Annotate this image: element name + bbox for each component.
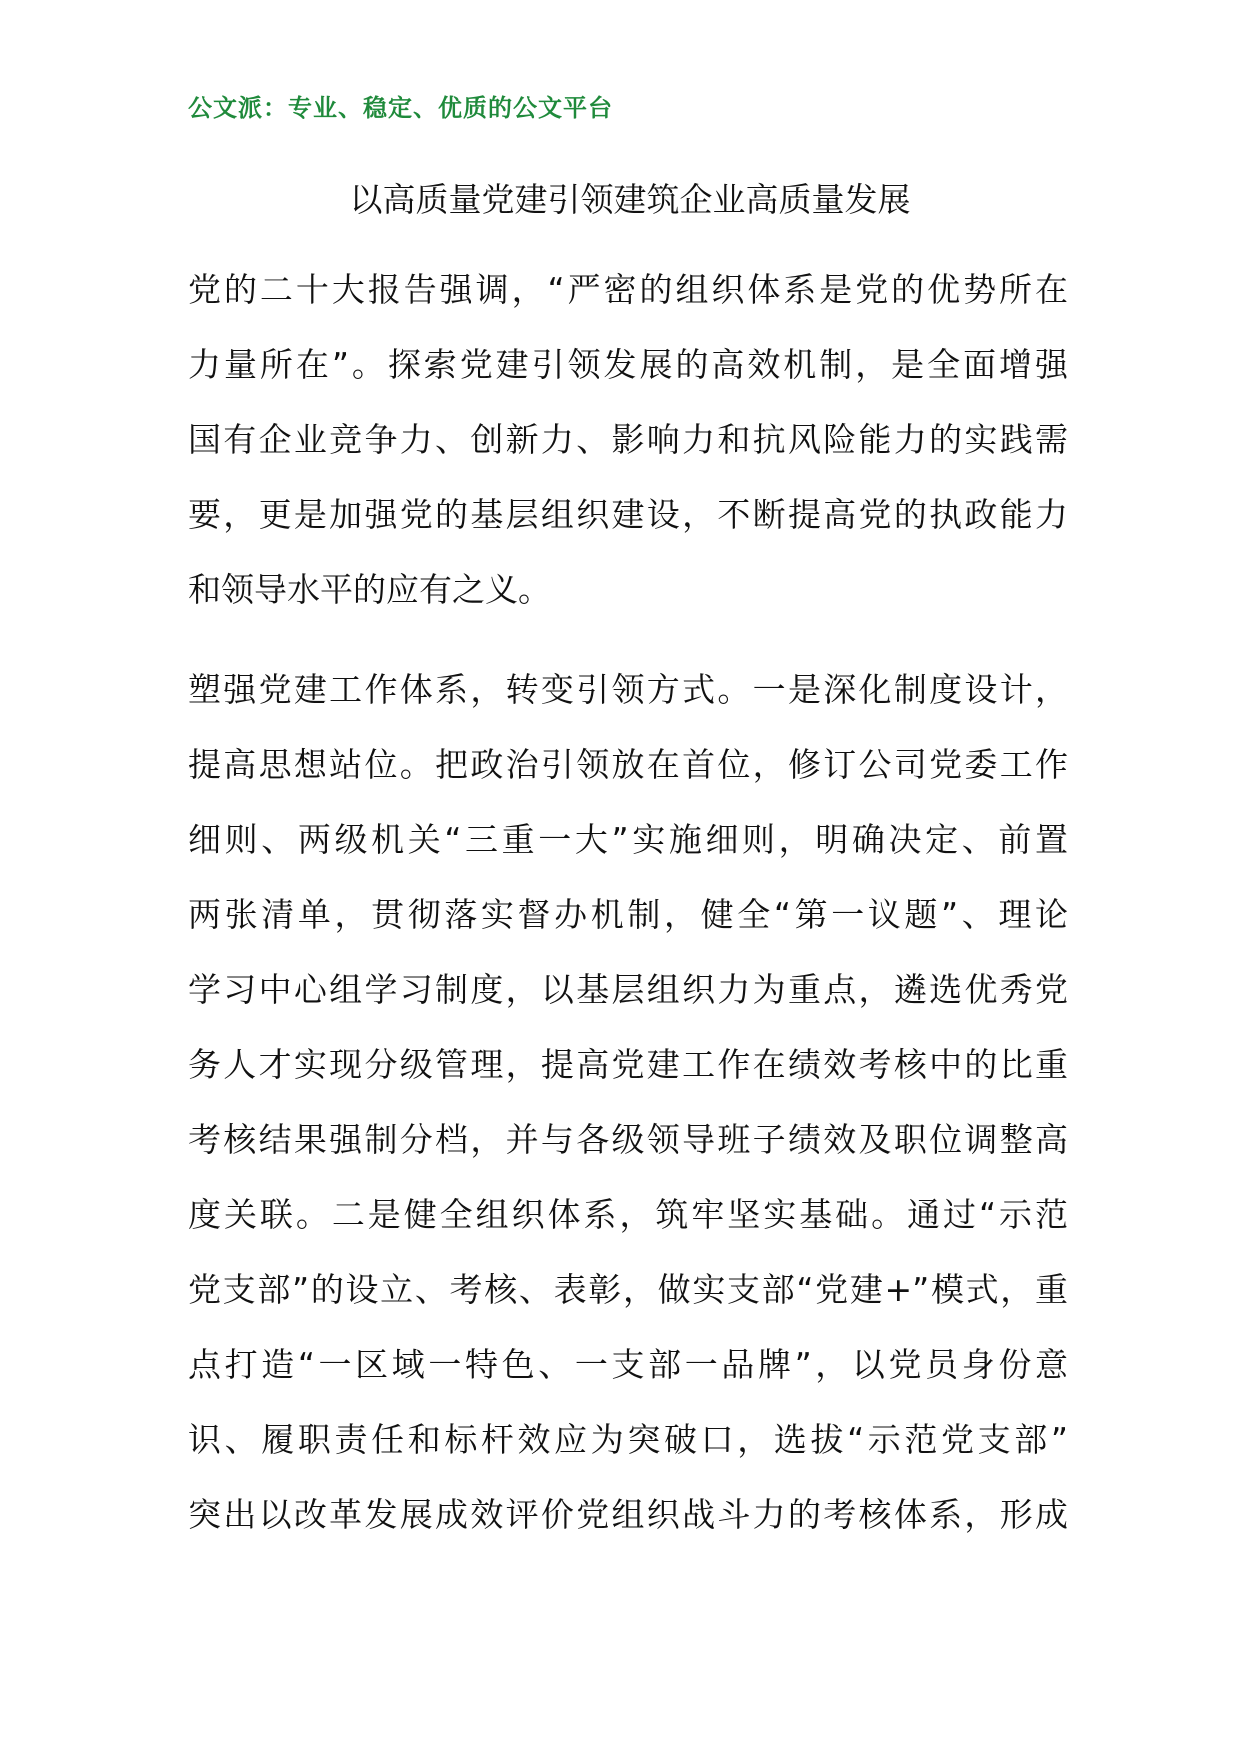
paragraph-line: 度关联。二是健全组织体系，筑牢坚实基础。通过“示范 bbox=[188, 1195, 1068, 1234]
platform-header-note: 公文派：专业、稳定、优质的公文平台 bbox=[188, 94, 613, 122]
paragraph-line: 务人才实现分级管理，提高党建工作在绩效考核中的比重 bbox=[188, 1045, 1068, 1084]
paragraph-line: 和领导水平的应有之义。 bbox=[188, 570, 551, 609]
paragraph-line: 党的二十大报告强调，“严密的组织体系是党的优势所在 bbox=[188, 270, 1068, 309]
paragraph-line: 国有企业竞争力、创新力、影响力和抗风险能力的实践需 bbox=[188, 420, 1068, 459]
paragraph-line: 识、履职责任和标杆效应为突破口，选拔“示范党支部” bbox=[188, 1420, 1068, 1459]
paragraph-line: 细则、两级机关“三重一大”实施细则，明确决定、前置 bbox=[188, 820, 1068, 859]
paragraph-line: 党支部”的设立、考核、表彰，做实支部“党建+”模式，重 bbox=[188, 1270, 1068, 1309]
paragraph-party-building-system bbox=[188, 652, 1068, 1552]
paragraph-line: 提高思想站位。把政治引领放在首位，修订公司党委工作 bbox=[188, 745, 1068, 784]
paragraph-line: 要，更是加强党的基层组织建设，不断提高党的执政能力 bbox=[188, 495, 1068, 534]
document-title: 以高质量党建引领建筑企业高质量发展 bbox=[349, 180, 911, 219]
paragraph-line: 考核结果强制分档，并与各级领导班子绩效及职位调整高 bbox=[188, 1120, 1068, 1159]
paragraph-line: 塑强党建工作体系，转变引领方式。一是深化制度设计， bbox=[188, 670, 1068, 709]
paragraph-line: 力量所在”。探索党建引领发展的高效机制，是全面增强 bbox=[188, 345, 1068, 384]
paragraph-line: 学习中心组学习制度，以基层组织力为重点，遴选优秀党 bbox=[188, 970, 1068, 1009]
paragraph-line: 两张清单，贯彻落实督办机制，健全“第一议题”、理论 bbox=[188, 895, 1068, 934]
paragraph-line: 突出以改革发展成效评价党组织战斗力的考核体系，形成 bbox=[188, 1495, 1068, 1534]
paragraph-intro bbox=[188, 252, 1068, 627]
paragraph-line: 点打造“一区域一特色、一支部一品牌”，以党员身份意 bbox=[188, 1345, 1068, 1384]
